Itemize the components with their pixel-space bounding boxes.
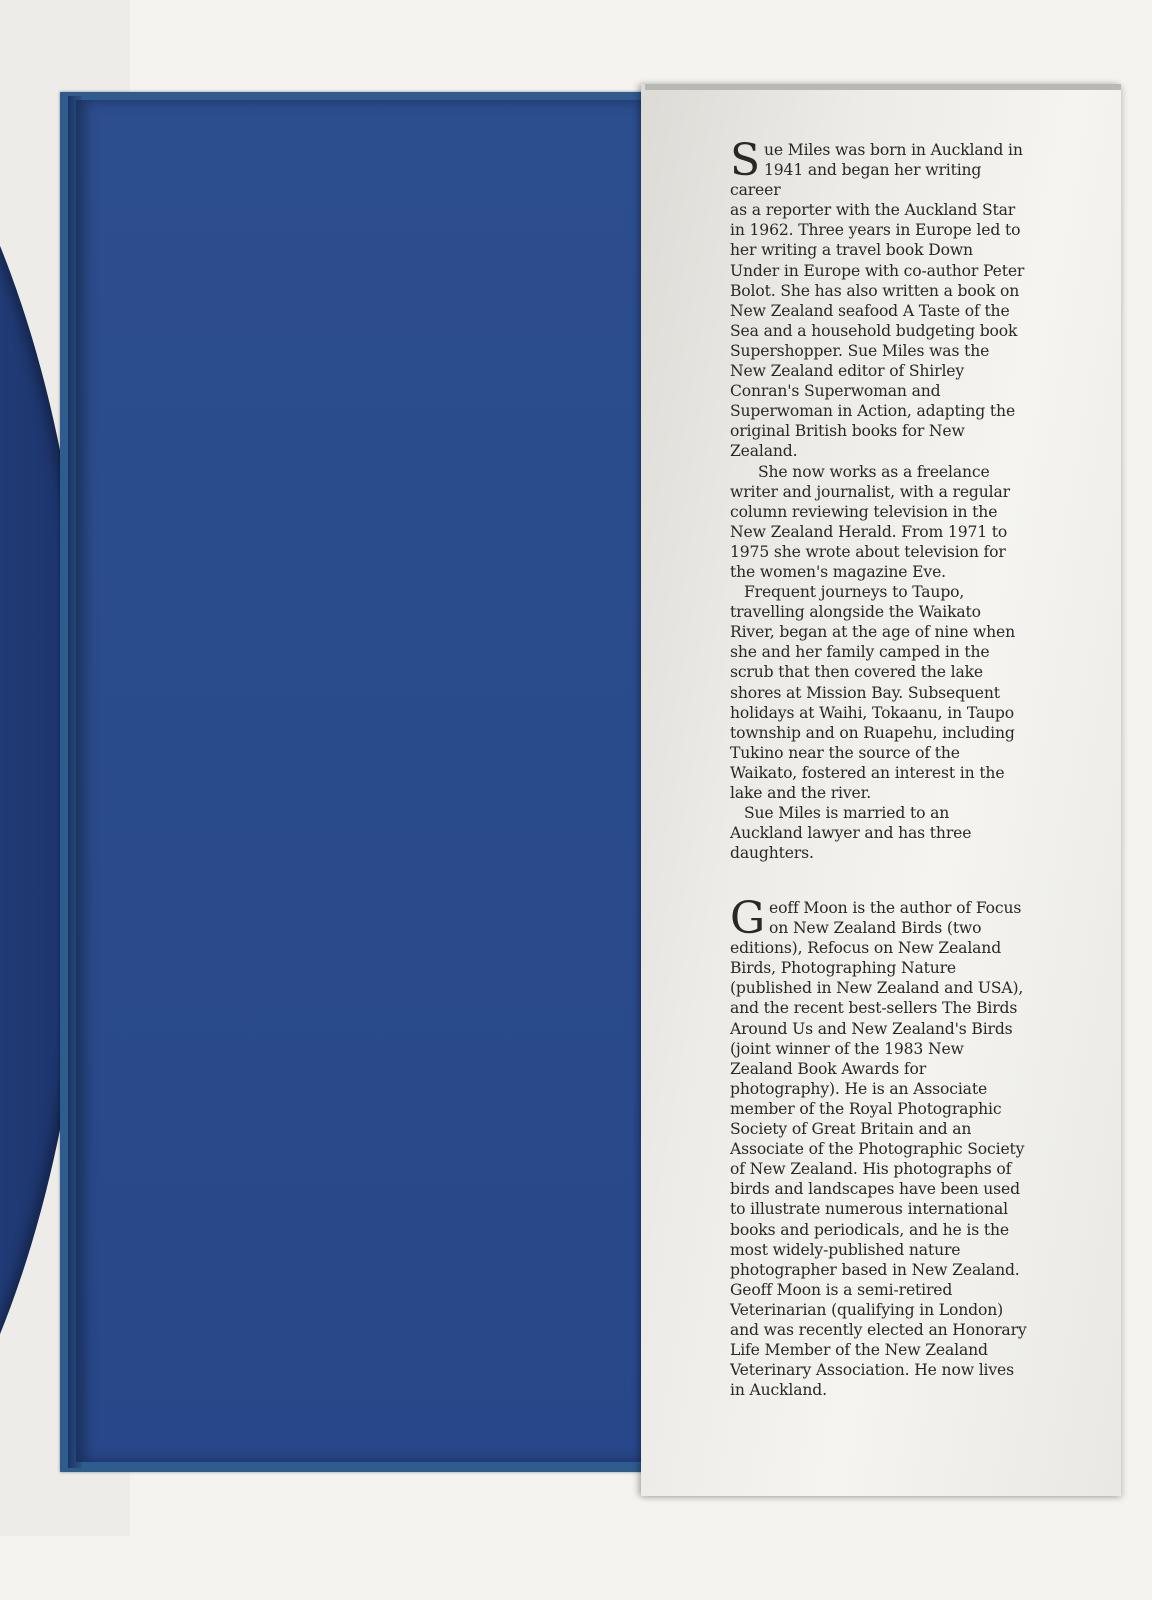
- bio-line: Conran's Superwoman and: [730, 382, 941, 401]
- bio-line: she and her family camped in the: [730, 643, 990, 662]
- bio-line: ue Miles was born in Auckland in: [764, 141, 1023, 159]
- bio-line: of New Zealand. His photographs of: [730, 1160, 1012, 1179]
- bio-line: lake and the river.: [730, 784, 872, 802]
- bio-line: most widely-published nature: [730, 1240, 961, 1259]
- bio-line: photography). He is an Associate: [730, 1079, 988, 1098]
- bio-line: Veterinary Association. He now lives: [730, 1361, 1014, 1380]
- geoff-dropcap: G: [730, 893, 765, 944]
- bio-line: in Auckland.: [730, 1381, 827, 1400]
- bio-line: eoff Moon is the author of Focus: [769, 899, 1022, 917]
- bio-line: books and periodicals, and he is the: [730, 1220, 1009, 1239]
- bio-line: Life Member of the New Zealand: [730, 1341, 988, 1360]
- bio-line: New Zealand editor of Shirley: [730, 362, 965, 381]
- blue-cloth-board: [76, 100, 656, 1462]
- bio-line: as a reporter with the Auckland Star: [730, 201, 1016, 220]
- bio-line: and the recent best-sellers The Birds: [730, 999, 1018, 1018]
- bio-line: in 1962. Three years in Europe led to: [730, 221, 1021, 240]
- bio-line: Supershopper. Sue Miles was the: [730, 341, 990, 360]
- bio-line: Veterinarian (qualifying in London): [730, 1300, 1004, 1319]
- bio-line: column reviewing television in the: [730, 502, 998, 521]
- bio-line: and was recently elected an Honorary: [730, 1320, 1027, 1339]
- bio-line: (joint winner of the 1983 New: [730, 1039, 964, 1058]
- sue-miles-bio: [730, 135, 1035, 863]
- bio-line: original British books for New: [730, 422, 965, 441]
- bio-line: River, began at the age of nine when: [730, 623, 1016, 642]
- bio-line: daughters.: [730, 844, 814, 863]
- bio-line: Tukino near the source of the: [730, 743, 960, 762]
- bio-line: birds and landscapes have been used: [730, 1180, 1020, 1199]
- bio-line: Frequent journeys to Taupo,: [744, 583, 965, 602]
- bio-line: 1975 she wrote about television for: [730, 542, 1006, 561]
- bio-line: travelling alongside the Waikato: [730, 603, 981, 622]
- bio-line: Under in Europe with co-author Peter: [730, 261, 1025, 280]
- bio-line: Geoff Moon is a semi-retired: [730, 1280, 953, 1299]
- bio-line: She now works as a freelance: [758, 462, 990, 481]
- bio-line: Auckland lawyer and has three: [730, 824, 972, 843]
- bio-line: on New Zealand Birds (two: [769, 919, 982, 938]
- bio-line: Waikato, fostered an interest in the: [730, 763, 1005, 782]
- bio-line: Superwoman in Action, adapting the: [730, 402, 1016, 421]
- bio-line: shores at Mission Bay. Subsequent: [730, 683, 1000, 702]
- bio-line: Birds, Photographing Nature: [730, 959, 956, 978]
- bio-line: the women's magazine Eve.: [730, 562, 946, 581]
- sue-bio-paragraph-2: [730, 462, 1035, 583]
- bio-line: New Zealand Herald. From 1971 to: [730, 522, 1008, 541]
- bio-line: editions), Refocus on New Zealand: [730, 939, 1002, 958]
- bio-line: township and on Ruapehu, including: [730, 723, 1015, 742]
- sue-bio-paragraph-4: [730, 803, 1035, 863]
- bio-line: Sea and a household budgeting book: [730, 321, 1018, 340]
- bio-line: her writing a travel book Down: [730, 241, 973, 260]
- bio-line: holidays at Waihi, Tokaanu, in Taupo: [730, 703, 1014, 722]
- bio-line: Associate of the Photographic Society: [730, 1140, 1025, 1159]
- bio-line: Bolot. She has also written a book on: [730, 281, 1020, 300]
- bio-line: photographer based in New Zealand.: [730, 1260, 1020, 1279]
- bio-line: scrub that then covered the lake: [730, 663, 983, 682]
- flap-top-edge: [645, 84, 1121, 90]
- bio-line: 1941 and began her writing career: [730, 161, 982, 200]
- sue-bio-paragraph-3: [730, 582, 1035, 803]
- bio-line: Zealand Book Awards for: [730, 1059, 927, 1078]
- bio-line: (published in New Zealand and USA),: [730, 979, 1024, 998]
- bio-line: to illustrate numerous international: [730, 1200, 1008, 1219]
- bio-line: Zealand.: [730, 442, 798, 461]
- geoff-moon-bio: [730, 893, 1035, 1400]
- bio-line: Sue Miles is married to an: [744, 804, 950, 823]
- sue-dropcap: S: [730, 135, 760, 186]
- sue-bio-paragraph-1: [730, 135, 1035, 462]
- bio-line: Society of Great Britain and an: [730, 1120, 972, 1139]
- bio-line: member of the Royal Photographic: [730, 1099, 1002, 1118]
- geoff-bio-paragraph: [730, 893, 1035, 1400]
- bio-line: writer and journalist, with a regular: [730, 482, 1010, 501]
- bio-line: New Zealand seafood A Taste of the: [730, 301, 1010, 320]
- bio-line: Around Us and New Zealand's Birds: [730, 1019, 1013, 1038]
